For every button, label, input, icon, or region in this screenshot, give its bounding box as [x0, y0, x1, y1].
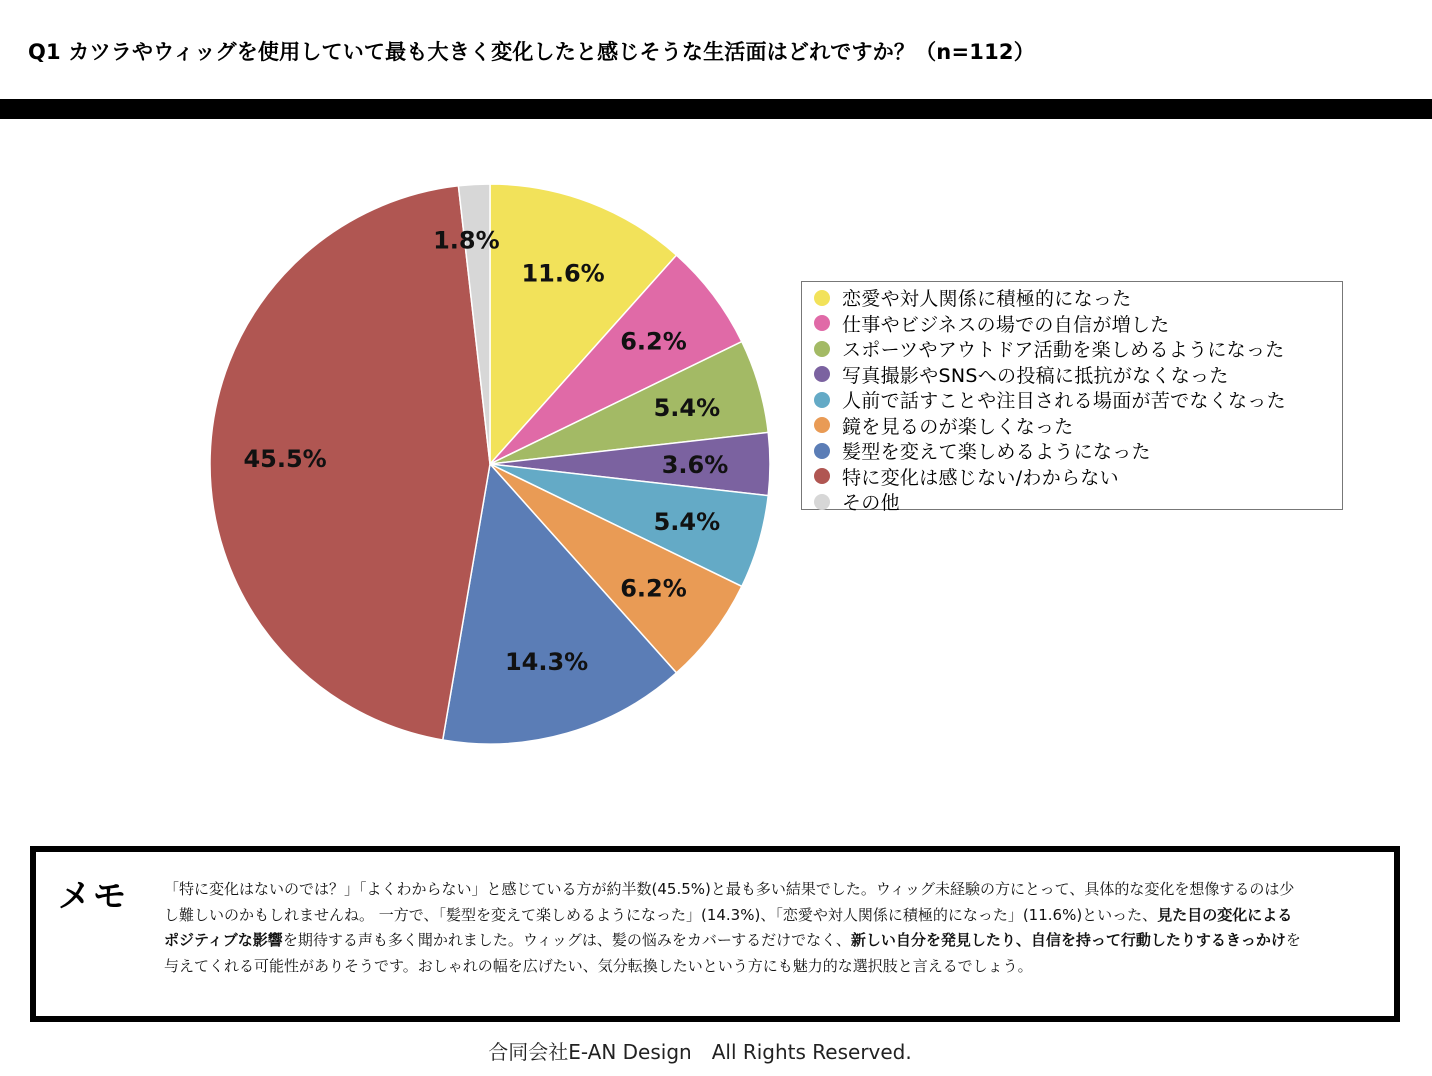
- footer-copyright: 合同会社E-AN Design All Rights Reserved.: [488, 1040, 912, 1064]
- legend-item-5: [814, 387, 1342, 413]
- legend-item-4: [814, 362, 1342, 388]
- legend-label: 特に変化は感じない/わからない: [842, 466, 1119, 489]
- memo-segment: を与えてくれる可能性がありそうです。おしゃれの幅を広げたい、気分転換したいという方にも魅力的な選択肢と言えるでしょう。: [164, 931, 1301, 975]
- pie-data-label-9: 1.8%: [433, 226, 500, 255]
- legend-label: 仕事やビジネスの場での自信が増した: [842, 313, 1170, 336]
- legend-swatch: [814, 494, 830, 510]
- legend-label: 髪型を変えて楽しめるようになった: [842, 441, 1151, 464]
- legend-swatch: [814, 366, 830, 382]
- memo-segment: を期待する声も多く聞かれました。ウィッグは、髪の悩みをカバーするだけでなく、: [282, 931, 851, 949]
- pie-data-label-5: 5.4%: [653, 508, 721, 537]
- chart-title: Q1 カツラやウィッグを使用していて最も大きく変化したと感じそうな生活面はどれですか？（n=112）: [28, 40, 1035, 64]
- legend-item-6: [814, 413, 1342, 439]
- legend-label: 写真撮影やSNSへの投稿に抵抗がなくなった: [842, 364, 1229, 387]
- legend-label: その他: [842, 492, 900, 515]
- memo-highlight: 見た目の変化によるポジティブな影響: [164, 905, 1293, 949]
- memo-text: [164, 877, 1304, 979]
- legend-item-1: [814, 285, 1342, 311]
- legend-item-7: [814, 438, 1342, 464]
- legend-item-9: [814, 489, 1342, 515]
- legend-item-8: [814, 464, 1342, 490]
- legend-swatch: [814, 392, 830, 408]
- pie-data-label-8: 45.5%: [243, 445, 327, 474]
- title-divider-bar: [0, 99, 1432, 119]
- legend-swatch: [814, 417, 830, 433]
- memo-segment: 「特に変化はないのでは？」「よくわからない」と感じている方が約半数(45.5%)と最も多い結果でした。ウィッグ未経験の方にとって、具体的な変化を想像するのは少し難しいのかもしれませんね。 一方で、「髪型を変えて楽しめるようになった」(14.3%)、「恋愛や対人関係に積極的になった」(11.6%)といった、: [164, 880, 1295, 924]
- chart-legend: [801, 281, 1343, 515]
- legend-label: 人前で話すことや注目される場面が苦でなくなった: [842, 390, 1286, 413]
- legend-item-2: [814, 311, 1342, 337]
- legend-label: スポーツやアウトドア活動を楽しめるようになった: [842, 339, 1285, 362]
- legend-label: 鏡を見るのが楽しくなった: [842, 415, 1074, 438]
- memo-heading: メモ: [58, 876, 128, 915]
- legend-swatch: [814, 443, 830, 459]
- legend-swatch: [814, 290, 830, 306]
- pie-data-label-2: 6.2%: [620, 327, 687, 356]
- pie-data-label-7: 14.3%: [504, 648, 589, 676]
- memo-box: [30, 846, 1400, 1022]
- pie-chart: [0, 130, 800, 770]
- pie-data-label-3: 5.4%: [653, 393, 721, 422]
- legend-swatch: [814, 341, 830, 357]
- pie-data-label-1: 11.6%: [521, 259, 605, 288]
- legend-label: 恋愛や対人関係に積極的になった: [842, 288, 1132, 311]
- legend-swatch: [814, 315, 830, 331]
- pie-data-label-4: 3.6%: [661, 451, 729, 479]
- memo-highlight: 新しい自分を発見したり、自信を持って行動したりするきっかけ: [850, 931, 1286, 949]
- pie-data-label-6: 6.2%: [620, 574, 687, 603]
- legend-swatch: [814, 468, 830, 484]
- legend-item-3: [814, 336, 1342, 362]
